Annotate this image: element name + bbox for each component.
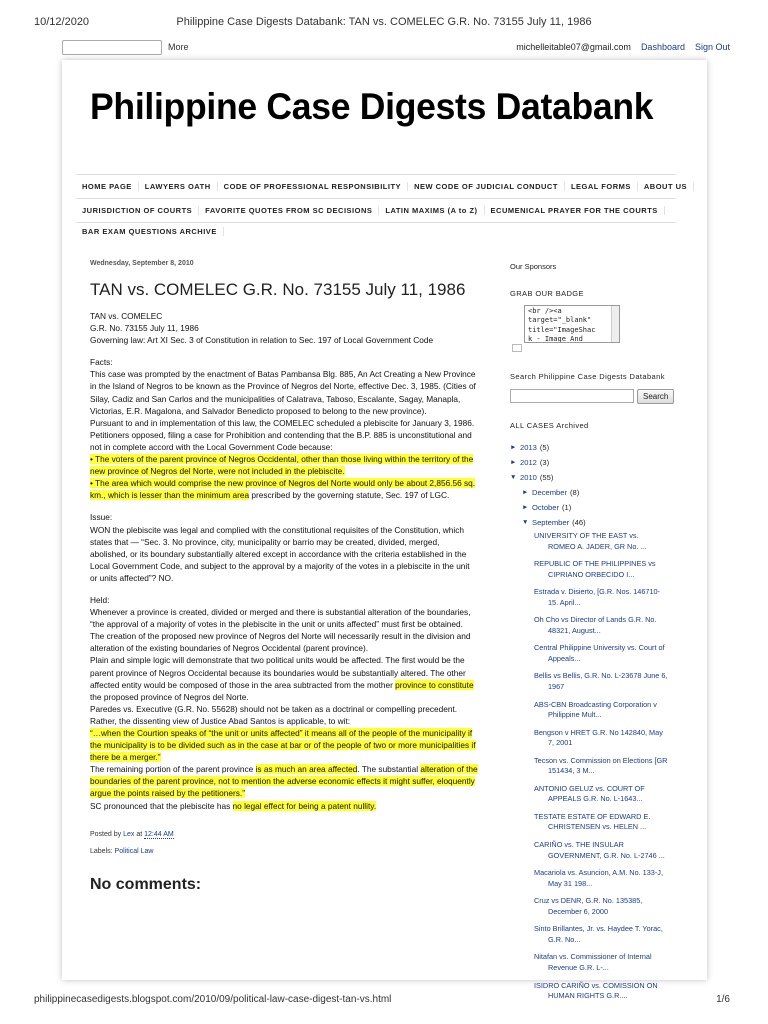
search-heading: Search Philippine Case Digests Databank [510, 372, 665, 381]
label-link[interactable]: Political Law [114, 847, 154, 855]
archive-post-line: UNIVERSITY OF THE EAST vs. [534, 531, 639, 540]
tabs-row-3 [76, 222, 676, 240]
archive-count: (8) [570, 488, 580, 497]
archive-post-line: 7, 2001 [548, 738, 573, 748]
archive-post-line: 48321, August... [548, 625, 601, 635]
nav-tab[interactable]: ECUMENICAL PRAYER FOR THE COURTS [485, 206, 665, 215]
print-page-number: 1/6 [716, 994, 730, 1005]
archive-post-line: Estrada v. Disierto, [G.R. Nos. 146710- [534, 587, 660, 597]
print-url: philippinecasedigests.blogspot.com/2010/09/political-law-case-digest-tan-vs.html [34, 994, 392, 1005]
archive-post-link[interactable] [534, 615, 678, 636]
nav-tab[interactable]: LAWYERS OATH [139, 182, 218, 191]
archive-post-line: 151434, 3 M... [548, 766, 595, 776]
navbar-user-email: michelleitable07@gmail.com [516, 42, 631, 52]
expand-arrow-icon[interactable]: ► [510, 444, 517, 451]
code-line: title="ImageShac [528, 325, 596, 334]
code-line: k - Image And [528, 334, 583, 343]
archive-post-list [510, 531, 678, 1002]
post-body [90, 310, 478, 812]
archive-post-line: CARIÑO vs. THE INSULAR [534, 840, 624, 850]
print-date: 10/12/2020 [34, 16, 90, 28]
post-date: Wednesday, September 8, 2010 [90, 260, 194, 267]
post-header-line: TAN vs. COMELEC [90, 311, 163, 321]
held-text: Plain and simple logic will demonstrate that two political units would be affected. The first would be the parent province of Negros Occidental because its boundaries would be substantially altered. The other affected entity would be composed of those in the area subtracted from the mother [90, 655, 466, 690]
blog-search-input[interactable] [510, 389, 634, 403]
archive-post-line: ABS-CBN Broadcasting Corporation v [534, 699, 657, 709]
archive-post-line: Bellis vs Bellis, G.R. No. L-23678 June 6, [534, 671, 668, 681]
print-header [0, 16, 768, 30]
post-header-line: G.R. No. 73155 July 11, 1986 [90, 323, 199, 334]
textarea-scrollbar[interactable] [611, 306, 619, 342]
held-text: SC pronounced that the plebiscite has [90, 800, 233, 811]
archive-post-line: ANTONIO GELUZ vs. COURT OF [534, 783, 645, 793]
expand-arrow-icon[interactable]: ► [510, 459, 517, 466]
collapse-arrow-icon[interactable]: ▼ [522, 519, 529, 526]
post-title[interactable]: TAN vs. COMELEC G.R. No. 73155 July 11, 1986 [90, 280, 466, 299]
archive-post-line: APPEALS G.R. No. L-1643... [548, 794, 643, 804]
nav-tab[interactable]: CODE OF PROFESSIONAL RESPONSIBILITY [218, 182, 408, 191]
archive-post-line: December 6, 2000 [548, 906, 609, 916]
post-footer [90, 826, 478, 860]
held-text: The remaining portion of the parent province [90, 764, 256, 775]
nav-tab[interactable]: NEW CODE OF JUDICIAL CONDUCT [408, 182, 565, 191]
archive-post-link[interactable] [534, 531, 678, 552]
archive-heading: ALL CASES Archived [510, 421, 589, 430]
archive-post-line: GOVERNMENT, G.R. No. L-2746 ... [548, 850, 665, 860]
highlighted-bullet: • The area which would comprise the new province of Negros del Norte would only be about 2,856.56 sq. km., which is lesser than the minimum area [90, 478, 476, 501]
archive-month-link[interactable]: September [532, 518, 570, 527]
facts-paragraph: This case was prompted by the enactment of Batas Pambansa Blg. 885, An Act Creating a New Province in the Island of Negros to be known as the Province of Negros del Norte, effective Dec. 3, 1985. (Cities of Silay, Cadiz and San Carlos and the municipalities of Calatrava, Taboso, Escalante, Sagay, Manapla, Victorias, E.R. Magalona, and Salvador Benedicto proposed to belong to the new province). [90, 369, 476, 416]
archive-year-link[interactable]: 2013 [520, 443, 537, 452]
badge-code-textarea[interactable] [524, 305, 620, 343]
blogger-navbar [58, 36, 730, 58]
archive-count: (46) [572, 518, 586, 527]
archive-year-link[interactable]: 2012 [520, 458, 537, 467]
sponsors-heading: Our Sponsors [510, 262, 557, 271]
archive-post-line: May 31 198... [548, 878, 593, 888]
archive-post-link[interactable] [534, 896, 678, 917]
archive-post-line: CHRISTENSEN vs. HELEN ... [548, 822, 647, 832]
highlighted-text: is as much an area affected [255, 764, 358, 775]
sidebar [510, 262, 678, 1009]
archive-post-line: ISIDRO CARIÑO vs. COMISSION ON [534, 980, 658, 990]
facts-label: Facts: [90, 357, 113, 368]
page-tabs [76, 174, 688, 240]
held-paragraph: Whenever a province is created, divided or merged and there is substantial alteration of the boundaries, “the approval of a majority of votes in the plebiscite in the unit or units affected” must first be obtained. The creation of the proposed new province of Negros del Norte will necessarily result in the division and alteration of the existing boundaries of Negros Occidental (parent province). [90, 607, 471, 654]
archive-post-line: ROMEO A. JADER, GR No. ... [548, 541, 647, 551]
expand-arrow-icon[interactable]: ► [522, 504, 529, 511]
navbar-dashboard-link[interactable]: Dashboard [640, 42, 685, 52]
archive-post-link[interactable] [534, 643, 678, 664]
issue-label: Issue: [90, 512, 113, 523]
archive-post-link[interactable] [534, 587, 678, 608]
highlighted-text: no legal effect for being a patent nullity. [232, 800, 377, 811]
post-time-link[interactable]: 12:44 AM [144, 830, 174, 838]
archive-post-link[interactable] [534, 756, 678, 777]
highlighted-quote: “…when the Court [90, 728, 158, 738]
archive-post-line: Tecson vs. Commission on Elections [GR [534, 755, 668, 765]
archive-post-link[interactable] [534, 924, 678, 945]
archive-year-link[interactable]: 2010 [520, 473, 537, 482]
tabs-row-2 [76, 198, 676, 222]
code-line: <br /><a [528, 307, 562, 315]
labels-label: Labels: [90, 847, 113, 855]
archive-post-link[interactable] [534, 812, 678, 833]
archive-post-line: Sinto Brillantes, Jr. vs. Haydee T. Yorac, [534, 924, 663, 934]
archive-post-link[interactable] [534, 784, 678, 805]
highlighted-quote: ion speaks of “the unit or units affected” it means all of the people of the municipality if the [90, 728, 473, 751]
archive-count: (55) [539, 473, 554, 482]
nav-tab[interactable]: FAVORITE QUOTES FROM SC DECISIONS [199, 206, 379, 215]
archive-post-line: HUMAN RIGHTS G.R.... [548, 991, 628, 1000]
nav-tab[interactable]: ABOUT US [638, 182, 694, 191]
archive-post-line: Macariola vs. Asuncion, A.M. No. 133-J, [534, 868, 663, 878]
held-text: the proposed province of Negros del Norte. [90, 691, 249, 702]
archive-post-line: G.R. No... [548, 934, 581, 944]
archive-post-link[interactable] [534, 728, 678, 749]
archive-count: (5) [539, 443, 550, 452]
blog-post [90, 260, 478, 894]
bullet-text: prescribed by the governing statute, Sec. 197 of LGC. [249, 490, 450, 501]
archive-post-link[interactable] [534, 952, 678, 973]
broken-image-icon [512, 344, 522, 352]
held-paragraph: Paredes vs. Executive (G.R. No. 55628) should not be taken as a doctrinal or compelling precedent. Rather, the dissenting view of Justice Abad Santos is applicable, to wit: [90, 703, 458, 726]
archive-post-line: TESTATE ESTATE OF EDWARD E. [534, 811, 651, 821]
highlighted-bullet: • The voters of the parent province of Negros Occidental, other than those living within the territory of the new province of Negros del Norte, were not included in the plebiscite. [90, 454, 474, 477]
posted-by-label: Posted by [90, 830, 122, 838]
archive-post-line: Oh Cho vs Director of Lands G.R. No. [534, 615, 657, 625]
author-link[interactable]: Lex [123, 830, 135, 838]
archive-post-line: Revenue G.R. L-... [548, 962, 609, 972]
code-line: target="_blank" [528, 316, 592, 325]
post-header-line: Governing law: Art XI Sec. 3 of Constitution in relation to Sec. 197 of Local Government Code [90, 335, 434, 346]
comments-heading: No comments: [90, 875, 202, 893]
archive-post-link[interactable] [534, 981, 678, 1002]
blog-title[interactable]: Philippine Case Digests Databank [90, 86, 654, 127]
nav-tab[interactable]: BAR EXAM QUESTIONS ARCHIVE [76, 227, 224, 236]
nav-tab[interactable]: LATIN MAXIMS (A to Z) [379, 206, 484, 215]
archive-post-link[interactable] [534, 868, 678, 889]
archive-month-link[interactable]: October [532, 503, 560, 512]
navbar-signout-link[interactable]: Sign Out [694, 42, 730, 52]
archive-post-line: Cruz vs DENR, G.R. No. 135385, [534, 896, 643, 906]
archive-post-line: CIPRIANO ORBECIDO I... [548, 569, 635, 579]
archive-post-line: REPUBLIC OF THE PHILIPPINES vs [534, 559, 656, 569]
archive-count: (1) [562, 503, 572, 512]
archive-post-line: Philippine Mult... [548, 710, 602, 720]
nav-tab[interactable]: JURISDICTION OF COURTS [76, 206, 199, 215]
nav-tab[interactable]: HOME PAGE [76, 182, 139, 191]
highlighted-text: province to constitute [395, 679, 474, 690]
archive-post-line: Central Philippine University vs. Court of [534, 643, 665, 653]
archive-post-link[interactable] [534, 700, 678, 721]
collapse-arrow-icon[interactable]: ▼ [510, 474, 517, 481]
nav-tab[interactable]: LEGAL FORMS [565, 182, 638, 191]
print-title: Philippine Case Digests Databank: TAN vs. COMELEC G.R. No. 73155 July 11, 1986 [176, 16, 592, 28]
issue-paragraph: WON the plebiscite was legal and complied with the constitutional requisites of the Constitution, which states that — “Sec. 3. No province, city, municipality or barrio may be created, divided, merged, abolished, or its boundary substantially altered except in accordance with the criteria established in the Local Government Code, and subject to the approval by a majority of the votes in a plebiscite in the unit or units affected”? NO. [90, 524, 470, 583]
archive-month-link[interactable]: December [532, 488, 568, 497]
highlighted-text: alteration of the boundaries of the parent province, not to mention the adverse economic effects it might suffer, eloquently argue the points raised by the petitioners.” [90, 764, 478, 799]
archive-post-line: Nitafan vs. Commissioner of Internal [534, 952, 652, 962]
facts-paragraph: Pursuant to and in implementation of this law, the COMELEC scheduled a plebiscite for January 3, 1986. Petitioners opposed, filing a case for Prohibition and contending that the B.P. 885 is unconstitutional and not in complete accord with the Local Government Code because: [90, 417, 475, 452]
blog-search-button[interactable]: Search [637, 389, 674, 404]
blog-archive [510, 440, 678, 1002]
archive-post-line: 1967 [548, 681, 565, 691]
archive-count: (3) [539, 458, 550, 467]
tabs-row-1 [76, 174, 688, 198]
archive-post-line: Appeals... [548, 653, 581, 663]
navbar-search-input[interactable] [62, 40, 162, 55]
highlighted-quote: municipality is to be divided such as in the case at bar or of the people of two or more municipalities if there be a merger.” [90, 740, 476, 763]
at-label: at [136, 830, 143, 838]
archive-post-line: Bengson v HRET G.R. No 142840, May [534, 727, 663, 737]
archive-post-link[interactable] [534, 840, 678, 861]
badge-heading: GRAB OUR BADGE [510, 289, 584, 298]
archive-post-line: 15. April... [548, 597, 581, 607]
expand-arrow-icon[interactable]: ► [522, 489, 529, 496]
navbar-more-link[interactable]: More [168, 42, 189, 52]
archive-post-link[interactable] [534, 559, 678, 580]
archive-post-link[interactable] [534, 671, 678, 692]
held-label: Held: [90, 594, 110, 605]
held-text: . The substantial [357, 764, 421, 775]
